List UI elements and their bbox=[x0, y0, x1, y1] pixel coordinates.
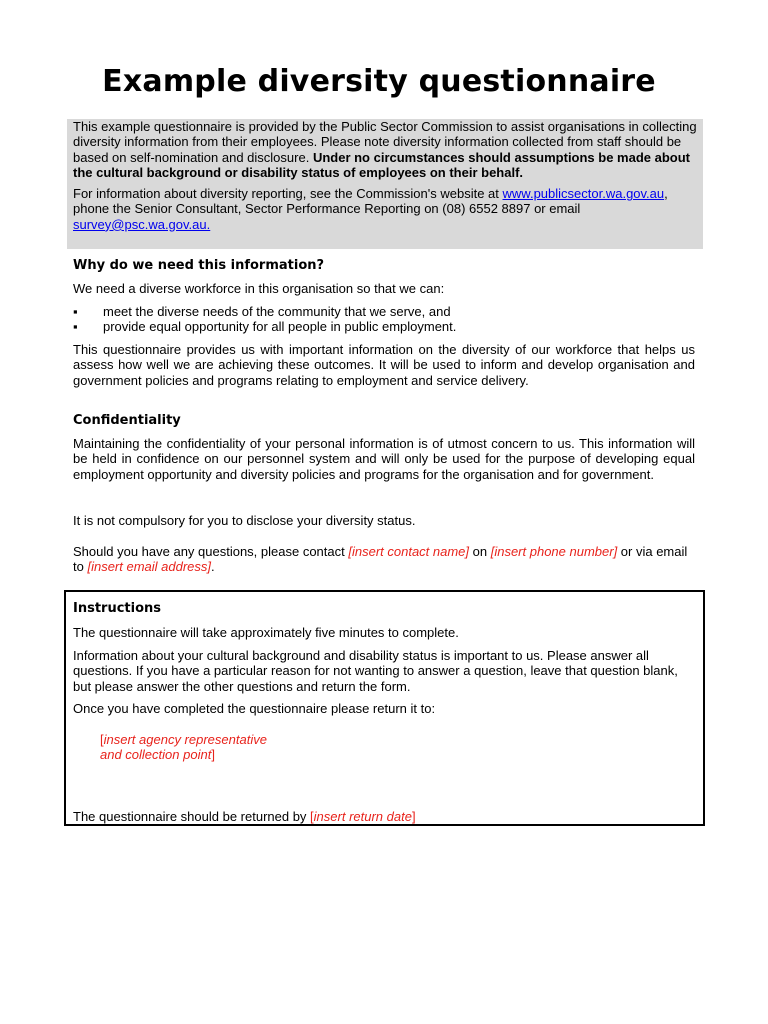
bracket: ] bbox=[411, 809, 416, 824]
confidentiality-paragraph-1: Maintaining the confidentiality of your personal information is of utmost concern to us. This information will be held in confidence on our personnel system and will only be used for the purpose of developing equal employment opportunity and diversity policies and programs for the organisation and for government. bbox=[73, 436, 695, 482]
bracket: [ bbox=[100, 732, 104, 747]
intro-phone-text: , phone the Senior Consultant, Sector Performance Reporting on (08) 6552 8897 or email bbox=[73, 186, 668, 217]
return-text: The questionnaire should be returned by bbox=[73, 809, 311, 824]
contact-text: . bbox=[211, 559, 215, 575]
return-date-paragraph bbox=[73, 809, 697, 824]
bullet-icon: ▪ bbox=[73, 304, 78, 319]
page-title: Example diversity questionnaire bbox=[102, 64, 656, 99]
contact-paragraph bbox=[73, 544, 695, 575]
bullet-text: provide equal opportunity for all people in public employment. bbox=[103, 319, 457, 335]
why-bullet-list bbox=[73, 304, 693, 335]
intro-bold-warning: Under no circumstances should assumptions be made about the cultural background or disability status of employees on their behalf. bbox=[73, 149, 691, 180]
list-item bbox=[73, 304, 693, 319]
bracket: ] bbox=[211, 747, 215, 763]
contact-text: Should you have any questions, please contact bbox=[73, 544, 349, 559]
contact-phone-placeholder: [insert phone number] bbox=[490, 544, 618, 559]
confidentiality-paragraph-2: It is not compulsory for you to disclose your diversity status. bbox=[73, 513, 416, 528]
instructions-paragraph-3: Once you have completed the questionnaire please return it to: bbox=[73, 701, 436, 716]
intro-paragraph-1 bbox=[73, 119, 697, 180]
intro-text: This example questionnaire is provided by the Public Sector Commission to assist organisations in collecting diversity information from their employees. Please note diversity information collected from staff should be based on self-nomination and disclosure. bbox=[73, 119, 697, 165]
bullet-text: meet the diverse needs of the community that we serve, and bbox=[103, 304, 451, 319]
why-paragraph: This questionnaire provides us with important information on the diversity of our workforce that helps us assess how well we are achieving these outcomes. It will be used to inform and develop organisation and government policies and programs relating to employment and service delivery. bbox=[73, 342, 695, 388]
contact-text: or via email to bbox=[73, 544, 688, 575]
return-date-placeholder: insert return date bbox=[313, 809, 412, 824]
intro-shaded-box bbox=[67, 119, 703, 249]
bullet-icon: ▪ bbox=[73, 319, 78, 335]
contact-email-placeholder: [insert email address] bbox=[87, 559, 212, 575]
agency-line-2: and collection point bbox=[100, 747, 212, 763]
email-link[interactable]: survey@psc.wa.gov.au. bbox=[73, 216, 211, 232]
instructions-paragraph-2: Information about your cultural background and disability status is important to us. Please answer all questions. If you have a particular reason for not wanting to answer a question, leave that question blank, but please answer the other questions and return the form. bbox=[73, 648, 678, 694]
instructions-paragraph-1: The questionnaire will take approximately five minutes to complete. bbox=[73, 625, 459, 640]
why-lead: We need a diverse workforce in this organisation so that we can: bbox=[73, 281, 445, 296]
intro-paragraph-2 bbox=[73, 186, 697, 232]
instructions-box bbox=[64, 590, 705, 826]
intro-info-text: For information about diversity reporting, see the Commission's website at bbox=[73, 186, 503, 202]
website-link[interactable]: www.publicsector.wa.gov.au bbox=[502, 186, 665, 202]
agency-placeholder bbox=[100, 732, 724, 763]
confidentiality-heading: Confidentiality bbox=[73, 413, 181, 428]
instructions-heading: Instructions bbox=[73, 601, 162, 616]
contact-text: on bbox=[469, 544, 491, 559]
contact-name-placeholder: [insert contact name] bbox=[348, 544, 470, 559]
why-heading: Why do we need this information? bbox=[73, 258, 325, 273]
list-item bbox=[73, 319, 693, 334]
bracket: [ bbox=[310, 809, 314, 824]
agency-line-1: insert agency representative bbox=[103, 732, 267, 747]
